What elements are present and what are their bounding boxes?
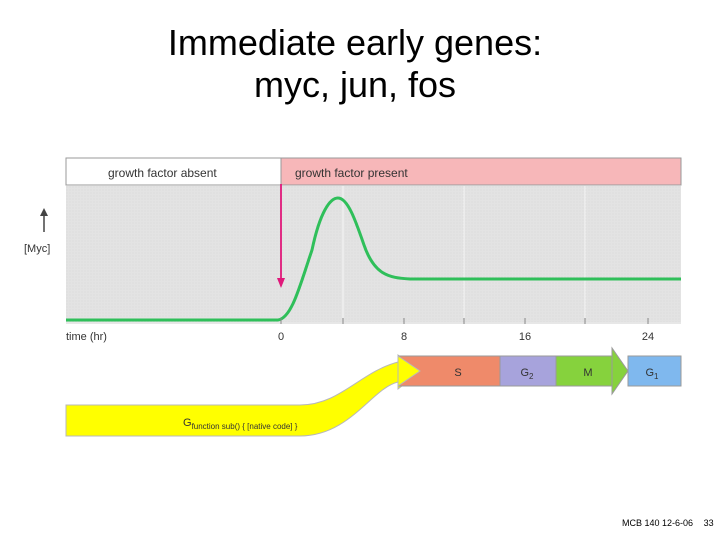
phase-g1-box: [628, 356, 681, 386]
footer-page-number: 33: [703, 518, 714, 528]
phase-s-label: S: [454, 367, 462, 379]
y-axis-label: [Myc]: [24, 243, 51, 255]
x-tick-8: 8: [400, 331, 408, 343]
g0-label: $G_{function sub() \{ [native code] \}}$: [183, 417, 298, 431]
x-tick-24: 24: [641, 331, 655, 343]
phase-g2-label: $G_2$: [520, 367, 534, 381]
footer-course: MCB 140 12-6-06: [622, 518, 694, 528]
growth-factor-present-label: growth factor present: [295, 166, 408, 180]
y-axis-arrowhead-icon: [40, 208, 48, 216]
growth-factor-absent-label: growth factor absent: [108, 166, 217, 180]
title-line-2: myc, jun, fos: [253, 64, 457, 105]
phase-m-arrowhead: [612, 348, 628, 394]
plot-background: [66, 186, 681, 322]
title-line-1: Immediate early genes:: [167, 22, 543, 63]
slide-footer: [622, 518, 714, 528]
x-tick-16: 16: [518, 331, 532, 343]
x-axis-label: time (hr): [66, 331, 107, 343]
phase-g1-label: $G_1$: [645, 367, 659, 381]
x-tick-0: 0: [277, 331, 285, 343]
phase-m-label: M: [583, 367, 593, 379]
